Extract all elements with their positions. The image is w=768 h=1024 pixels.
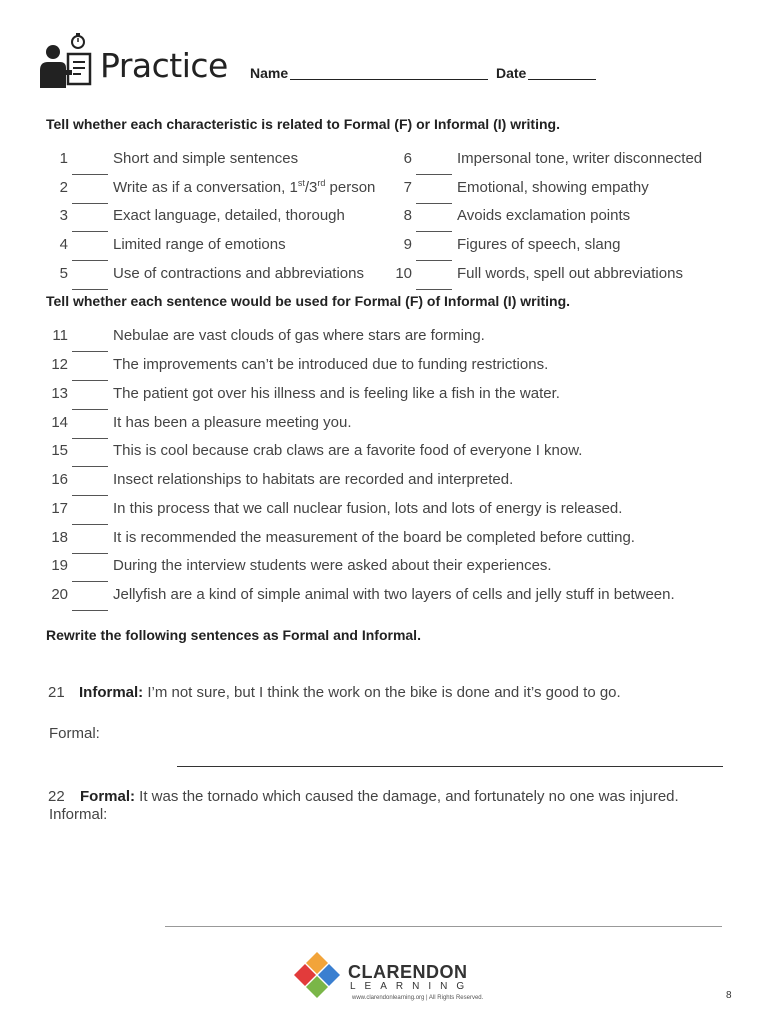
- item-number: 4: [59, 236, 68, 253]
- question-prompt: Informal: I’m not sure, but I think the work on the bike is done and it’s good to go.: [79, 684, 621, 701]
- item-number: 3: [59, 207, 68, 224]
- section2-instruction: Tell whether each sentence would be used for Formal (F) of Informal (I) writing.: [46, 293, 571, 309]
- date-label: Date: [496, 65, 527, 81]
- section1-instruction: Tell whether each characteristic is related to Formal (F) or Informal (I) writing.: [46, 116, 560, 132]
- item-text: Emotional, showing empathy: [457, 179, 649, 196]
- item-text: In this process that we call nuclear fusion, lots and lots of energy is released.: [113, 500, 623, 517]
- item-number: 17: [51, 500, 68, 517]
- answer-label: Informal:: [49, 806, 108, 823]
- item-text: Write as if a conversation, 1st/3rd person: [113, 178, 376, 196]
- item-number: 8: [403, 207, 412, 224]
- answer-line[interactable]: [177, 766, 723, 767]
- answer-blank[interactable]: [72, 242, 108, 261]
- question-number: 21: [48, 684, 65, 701]
- item-number: 10: [395, 265, 412, 282]
- brand-subtitle: LEARNING: [350, 981, 474, 992]
- date-field[interactable]: [528, 64, 596, 80]
- item-number: 15: [51, 442, 68, 459]
- item-text: Limited range of emotions: [113, 236, 286, 253]
- item-number: 11: [52, 327, 68, 344]
- item-number: 16: [51, 471, 68, 488]
- answer-blank[interactable]: [72, 391, 108, 410]
- answer-blank[interactable]: [416, 156, 452, 175]
- section3-instruction: Rewrite the following sentences as Formal and Informal.: [46, 627, 421, 643]
- item-number: 5: [59, 265, 68, 282]
- item-text: Insect relationships to habitats are recorded and interpreted.: [113, 471, 514, 488]
- item-text: During the interview students were asked about their experiences.: [113, 557, 552, 574]
- item-text: Short and simple sentences: [113, 150, 299, 167]
- answer-blank[interactable]: [416, 185, 452, 204]
- name-label: Name: [250, 65, 289, 81]
- item-text: It has been a pleasure meeting you.: [113, 414, 352, 431]
- answer-blank[interactable]: [72, 185, 108, 204]
- page-title: Practice: [100, 46, 228, 85]
- item-text: Figures of speech, slang: [457, 236, 621, 253]
- item-number: 18: [51, 529, 68, 546]
- name-field[interactable]: [290, 64, 488, 80]
- copyright-text: www.clarendonlearning.org | All Rights Reserved.: [352, 995, 484, 1001]
- item-number: 1: [59, 150, 68, 167]
- item-number: 6: [403, 150, 412, 167]
- question-number: 22: [48, 788, 65, 805]
- item-text: It is recommended the measurement of the board be completed before cutting.: [113, 529, 635, 546]
- answer-blank[interactable]: [416, 213, 452, 232]
- item-text: Impersonal tone, writer disconnected: [457, 150, 703, 167]
- answer-blank[interactable]: [72, 592, 108, 611]
- item-text: The patient got over his illness and is feeling like a fish in the water.: [113, 385, 560, 402]
- item-number: 13: [51, 385, 68, 402]
- answer-blank[interactable]: [72, 362, 108, 381]
- answer-line[interactable]: [165, 926, 722, 927]
- page-number: 8: [726, 990, 732, 1001]
- item-text: The improvements can’t be introduced due to funding restrictions.: [113, 356, 549, 373]
- answer-blank[interactable]: [72, 506, 108, 525]
- answer-blank[interactable]: [72, 420, 108, 439]
- answer-blank[interactable]: [416, 271, 452, 290]
- question-prompt: Formal: It was the tornado which caused the damage, and fortunately no one was injured.: [80, 788, 679, 805]
- item-text: Nebulae are vast clouds of gas where stars are forming.: [113, 327, 485, 344]
- answer-blank[interactable]: [72, 333, 108, 352]
- item-text: Full words, spell out abbreviations: [457, 265, 683, 282]
- practice-icon: [38, 32, 94, 92]
- item-text: Avoids exclamation points: [457, 207, 631, 224]
- answer-blank[interactable]: [72, 535, 108, 554]
- item-number: 9: [403, 236, 412, 253]
- item-number: 20: [51, 586, 68, 603]
- item-number: 2: [59, 179, 68, 196]
- clarendon-logo: [292, 950, 342, 1000]
- answer-blank[interactable]: [72, 477, 108, 496]
- item-number: 14: [51, 414, 68, 431]
- answer-blank[interactable]: [72, 563, 108, 582]
- answer-blank[interactable]: [72, 213, 108, 232]
- item-number: 12: [51, 356, 68, 373]
- item-text: This is cool because crab claws are a favorite food of everyone I know.: [113, 442, 583, 459]
- item-text: Exact language, detailed, thorough: [113, 207, 345, 224]
- answer-blank[interactable]: [72, 271, 108, 290]
- item-text: Use of contractions and abbreviations: [113, 265, 364, 282]
- answer-blank[interactable]: [72, 156, 108, 175]
- answer-blank[interactable]: [72, 448, 108, 467]
- answer-label: Formal:: [49, 725, 100, 742]
- item-number: 7: [403, 179, 412, 196]
- answer-blank[interactable]: [416, 242, 452, 261]
- brand-name: CLARENDON: [348, 962, 468, 982]
- item-number: 19: [51, 557, 68, 574]
- item-text: Jellyfish are a kind of simple animal with two layers of cells and jelly stuff in between.: [113, 586, 675, 603]
